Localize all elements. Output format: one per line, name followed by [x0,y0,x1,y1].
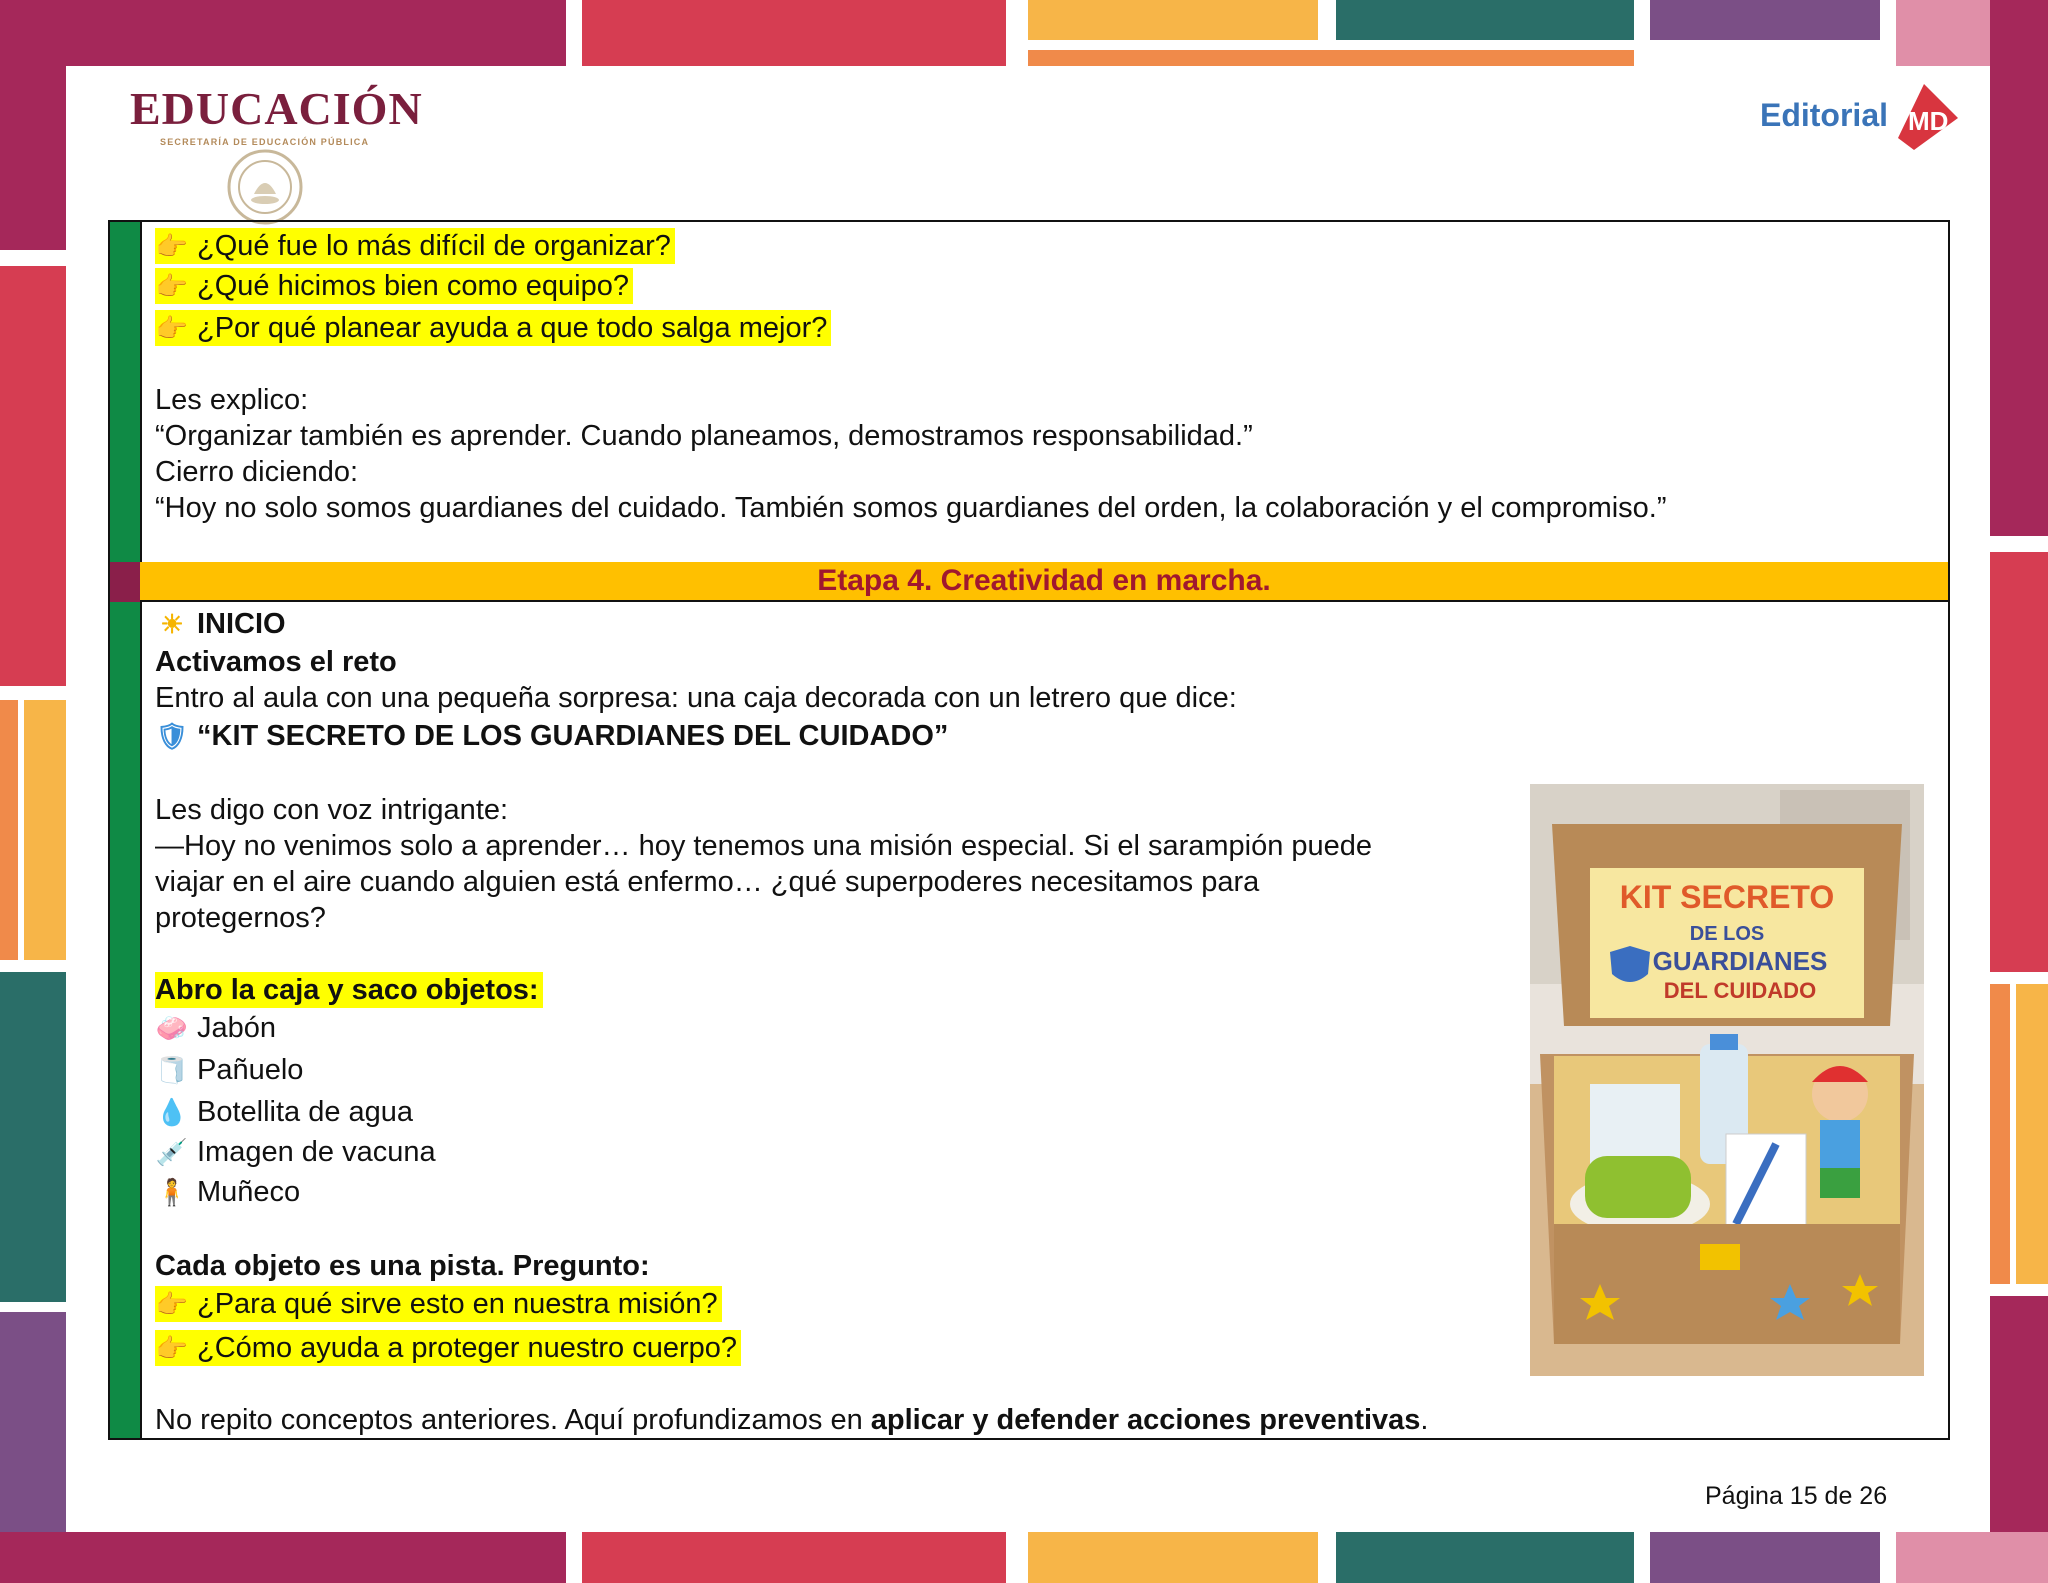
final-statement: No repito conceptos anteriores. Aquí profundizamos en aplicar y defender acciones preventivas. [155,1404,1429,1436]
green-sidebar-top [110,222,140,562]
national-seal-icon [226,148,304,226]
sun-icon: ☀ [160,609,184,639]
soap-icon: 🧼 [155,1013,189,1043]
reflection-question-3: 👉 ¿Por qué planear ayuda a que todo salga mejor? [155,310,831,346]
frame-top-left [0,0,566,66]
green-sidebar-bottom [110,602,140,1438]
pointing-hand-icon: 👉 [155,313,189,343]
pista-heading: Cada objeto es una pista. Pregunto: [155,1250,650,1282]
entro-text: Entro al aula con una pequeña sorpresa: una caja decorada con un letrero que dice: [155,682,1237,714]
person-icon: 🧍 [155,1177,189,1207]
object-item-3: 💧 Botellita de agua [155,1096,414,1128]
object-item-2: 🧻 Pañuelo [155,1054,304,1086]
object-item-5: 🧍 Muñeco [155,1176,301,1208]
pointing-hand-icon: 👉 [155,1333,189,1363]
frame-left-3 [0,700,18,960]
frame-bottom-5 [1650,1532,1880,1583]
edu-subtitle: SECRETARÍA DE EDUCACIÓN PÚBLICA [160,137,370,147]
clue-question-2: 👉 ¿Cómo ayuda a proteger nuestro cuerpo? [155,1330,741,1366]
sep-logo [130,82,423,147]
mission-text-1: —Hoy no venimos solo a aprender… hoy tenemos una misión especial. Si el sarampión puede [155,830,1373,862]
explain-quote: “Organizar también es aprender. Cuando planeamos, demostramos responsabilidad.” [155,420,1253,452]
frame-left-4 [24,700,66,960]
pointing-hand-icon: 👉 [155,231,189,261]
digo-text: Les digo con voz intrigante: [155,794,509,826]
frame-top-red [582,0,1006,66]
sign-line-1: KIT SECRETO [1619,879,1835,915]
closing-quote: “Hoy no solo somos guardianes del cuidado. También somos guardianes del orden, la colaboración y el compromiso.” [155,492,1667,524]
explain-label: Les explico: [155,384,309,416]
shield-icon: 🛡 [155,721,189,751]
pointing-hand-icon: 👉 [155,1289,189,1319]
frame-top-teal [1336,0,1634,40]
editorial-md-icon [1894,78,1962,152]
abro-heading: Abro la caja y saco objetos: [155,972,543,1008]
kit-title: 🛡 “KIT SECRETO DE LOS GUARDIANES DEL CUIDADO” [155,720,949,752]
page-number: Página 15 de 26 [1705,1482,1888,1510]
frame-top-purple [1650,0,1880,40]
frame-bottom-1 [0,1532,566,1583]
editorial-logo [1760,78,1962,152]
frame-left-2 [0,266,66,686]
activamos-heading: Activamos el reto [155,646,397,678]
object-item-4: 💉 Imagen de vacuna [155,1136,436,1168]
tissue-icon: 🧻 [155,1055,189,1085]
stage-marker [110,562,140,602]
kit-box-photo [1530,784,1924,1376]
clue-question-1: 👉 ¿Para qué sirve esto en nuestra misión? [155,1286,722,1322]
frame-bottom-2 [582,1532,1006,1583]
sign-line-4: DEL CUIDADO [1663,978,1817,1003]
sign-line-2: DE LOS [1689,923,1765,945]
frame-left-1 [0,0,66,250]
reflection-question-2: 👉 ¿Qué hicimos bien como equipo? [155,268,633,304]
editorial-label: Editorial [1759,96,1888,133]
closing-label: Cierro diciendo: [155,456,359,488]
sign-line-3: GUARDIANES [1652,946,1828,976]
object-item-1: 🧼 Jabón [155,1012,277,1044]
inicio-heading: ☀ INICIO [155,606,286,642]
frame-bottom-6 [1896,1532,2048,1583]
frame-left-5 [0,972,66,1302]
frame-top-orange [1028,50,1634,66]
stage-title: Etapa 4. Creatividad en marcha. [140,562,1948,602]
mission-text-3: protegernos? [155,902,326,934]
frame-top-yellow [1028,0,1318,40]
editorial-mark: MD [1908,106,1949,136]
frame-right-1 [1990,0,2048,536]
frame-bottom-3 [1028,1532,1318,1583]
frame-right-2 [1990,552,2048,972]
edu-title: EDUCACIÓN [130,83,423,134]
pointing-hand-icon: 👉 [155,271,189,301]
syringe-icon: 💉 [155,1137,189,1167]
reflection-question-1: 👉 ¿Qué fue lo más difícil de organizar? [155,228,675,264]
water-drop-icon: 💧 [155,1097,189,1127]
mission-text-2: viajar en el aire cuando alguien está enfermo… ¿qué superpoderes necesitamos para [155,866,1260,898]
frame-right-4 [2016,984,2048,1284]
frame-bottom-4 [1336,1532,1634,1583]
frame-right-3 [1990,984,2010,1284]
